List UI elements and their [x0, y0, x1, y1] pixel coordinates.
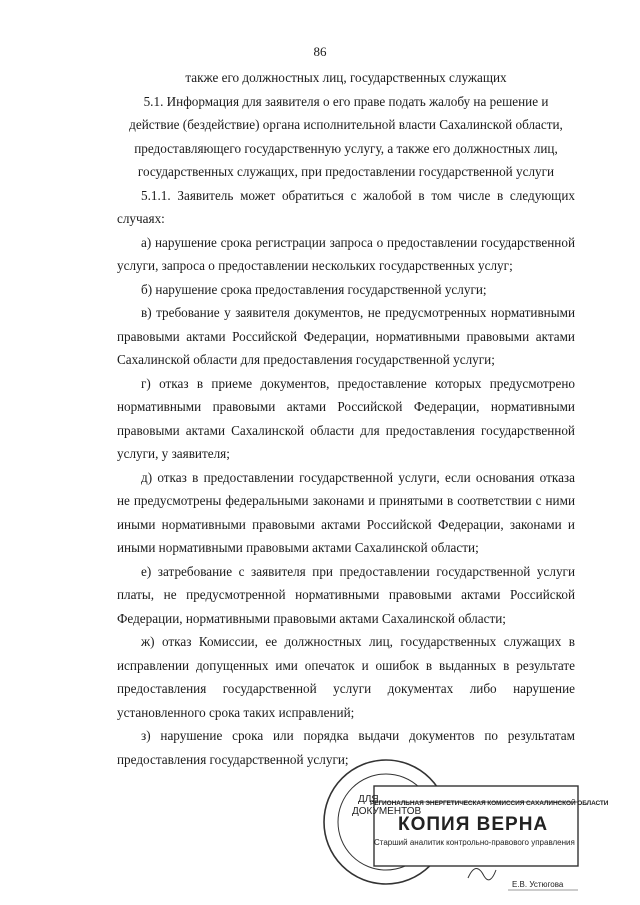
item-a: а) нарушение срока регистрации запроса о предоставлении государственной услуги, запроса о предоставлении нескольких государственных услуг; — [117, 234, 575, 273]
item-zh: ж) отказ Комиссии, ее должностных лиц, государственных служащих в исправлении допущенных ими опечаток и ошибок в выданных в результате предоставления государственной услуги документах либо нарушение установленного срока таких исправлений; — [117, 634, 575, 720]
stamp-organization: РЕГИОНАЛЬНАЯ ЭНЕРГЕТИЧЕСКАЯ КОМИССИЯ САХАЛИНСКОЙ ОБЛАСТИ — [370, 800, 609, 807]
section-5-1-heading: 5.1. Информация для заявителя о его праве подать жалобу на решение и действие (бездействие) органа исполнительной власти Сахалинской области, предоставляющего государственную услугу, а также его должностных лиц, государственных служащих, при предоставлении государственной услуги — [129, 93, 563, 179]
item-d: д) отказ в предоставлении государственной услуги, если основания отказа не предусмотрены федеральными законами и принятыми в соответствии с ними иными нормативными правовыми актами Российской Федерации, законами и иными нормативными правовыми актами Сахалинской области; — [117, 469, 575, 555]
stamp-for-label: ДЛЯ — [358, 794, 379, 805]
page-number: 86 — [313, 44, 327, 59]
heading-continuation: также его должностных лиц, государственных служащих — [185, 70, 507, 85]
item-v: в) требование у заявителя документов, не предусмотренных нормативными правовыми актами Российской Федерации, нормативными правовыми актами Сахалинской области для предоставления государственной услуги; — [117, 305, 575, 367]
item-b: б) нарушение срока предоставления государственной услуги; — [141, 281, 487, 297]
certification-stamp — [318, 756, 609, 894]
stamp-position: Старший аналитик контрольно-правового управления — [374, 838, 575, 847]
item-e: е) затребование с заявителя при предоставлении государственной услуги платы, не предусмотренной нормативными правовыми актами Российской Федерации, нормативными правовыми актами Сахалинской области; — [117, 563, 575, 626]
stamp-signer-name: Е.В. Устюгова — [512, 880, 564, 889]
item-g: г) отказ в приеме документов, предоставление которых предусмотрено нормативными правовыми актами Российской Федерации, нормативными правовыми актами Сахалинской области для предоставления государственной услуги, у заявителя; — [117, 375, 575, 461]
stamp-certified-copy: КОПИЯ ВЕРНА — [398, 814, 549, 835]
document-body — [117, 66, 575, 771]
stamp-docs-label: ДОКУМЕНТОВ — [352, 806, 422, 817]
paragraph-5-1-1: 5.1.1. Заявитель может обратиться с жалобой в том числе в следующих случаях: — [117, 187, 575, 226]
item-z: з) нарушение срока или порядка выдачи документов по результатам предоставления государственной услуги; — [117, 728, 575, 767]
